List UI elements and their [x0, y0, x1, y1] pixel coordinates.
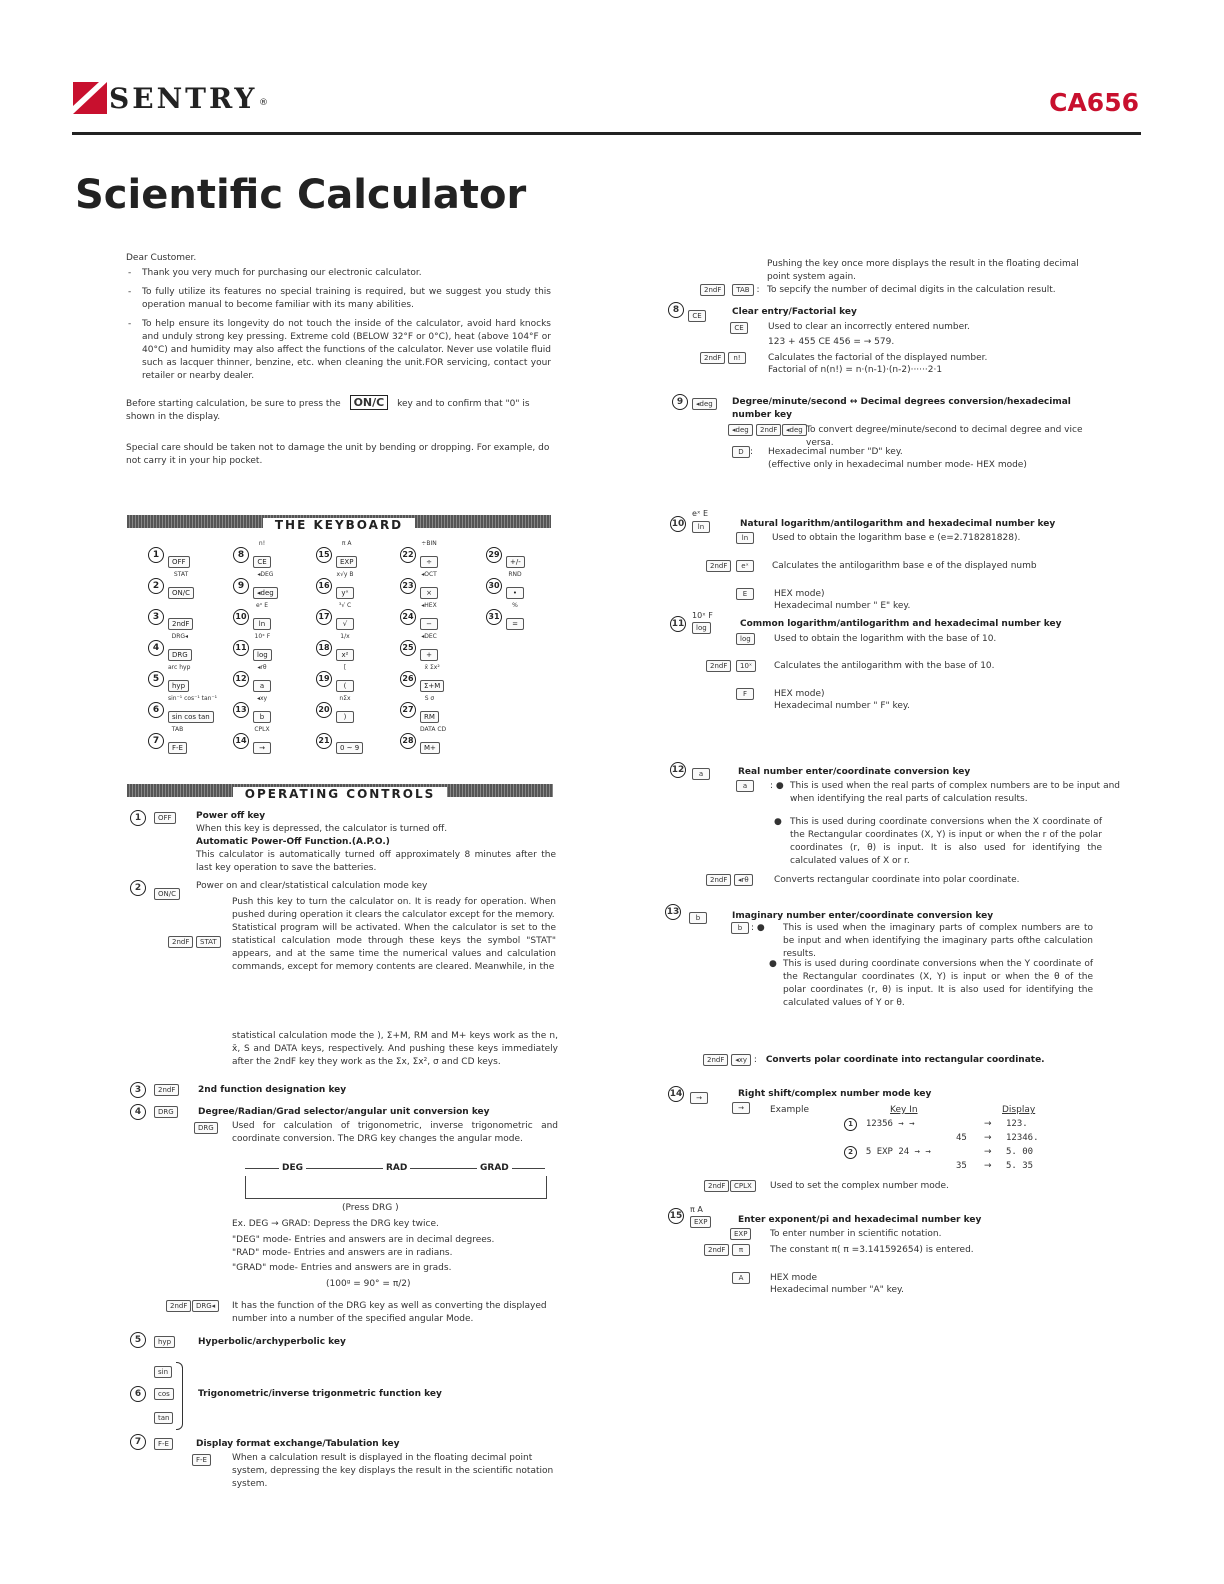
r12-b2: This is used during coordinate conversions when the X coordinate of the Rectangular coordinates (X, Y) is input or when the r of the polar coordinates (r, θ) is input. It is also used for identifying the calculated values of X or r.	[790, 817, 1102, 866]
r14-disp: 5. 35	[1006, 1161, 1034, 1171]
key-cap: M+	[420, 742, 440, 754]
c5-heading: Hyperbolic/archyperbolic key	[198, 1337, 346, 1347]
r14-disp: 5. 00	[1006, 1147, 1034, 1157]
r15-pi: The constant π( π =3.141592654) is entered.	[770, 1245, 974, 1255]
key-shift-label: 1/x	[340, 633, 350, 640]
2ndf-key: 2ndF	[706, 660, 731, 672]
right-shift-key: →	[690, 1092, 708, 1104]
callout-number: 7	[130, 1434, 146, 1450]
callout-number: 13	[665, 904, 681, 920]
c7-text: When a calculation result is displayed in the floating decimal point system, depressing the key displays the result in the scientific notation system.	[232, 1453, 554, 1489]
tab-key: TAB	[732, 284, 753, 296]
callout-number: 31	[486, 609, 502, 625]
bullet: ●	[769, 959, 777, 969]
key-shift-label: arc hyp	[168, 664, 191, 671]
r10-e: HEX mode)	[774, 589, 825, 599]
r10-ln: Used to obtain the logarithm base e (e=2.718281828).	[772, 533, 1021, 543]
c4-press: (Press DRG )	[342, 1203, 399, 1213]
r13-b2: This is used during coordinate conversions when the Y coordinate of the Rectangular coordinates (X, Y) is input or when the θ of the polar coordinates (r, θ) is input. It is also used for identifying the calculated values of Y or θ.	[783, 959, 1093, 1008]
r12-b1: This is used when the real parts of complex numbers are to be input and when identifying the real parts of calculation results.	[790, 781, 1120, 804]
intro-bullet: - Thank you very much for purchasing our electronic calculator.	[126, 267, 551, 280]
r7-cont: Pushing the key once more displays the result in the floating decimal point system again.	[767, 259, 1079, 282]
mode-deg: DEG	[279, 1162, 306, 1175]
deg-key: ◂deg	[728, 424, 753, 436]
2ndf-key: 2ndF	[700, 284, 725, 296]
callout-number: 14	[668, 1086, 684, 1102]
r9-text: To convert degree/minute/second to decimal degree and vice versa.	[806, 425, 1083, 448]
right-shift-key: →	[732, 1102, 750, 1114]
r14-keys: 12356 → →	[865, 1119, 915, 1129]
r14-row	[844, 1118, 1074, 1131]
key-cap: x²	[336, 649, 354, 661]
f-e-key: F-E	[154, 1438, 173, 1450]
c4-mode-rad: "RAD" mode- Entries and answers are in radians.	[232, 1248, 453, 1258]
greeting: Dear Customer.	[126, 253, 197, 263]
key-cap: ln	[253, 618, 271, 630]
callout-number: 15	[668, 1208, 684, 1224]
angle-mode-cycle	[245, 1162, 547, 1200]
r13-b1: This is used when the imaginary parts of complex numbers are to be input and when identifying the imaginary parts ofthe calculation results.	[783, 923, 1093, 959]
r11-f: HEX mode)	[774, 689, 825, 699]
pi-key: π	[732, 1244, 750, 1256]
drg-shift-key: DRG◂	[192, 1300, 219, 1312]
model-number: CA656	[1049, 88, 1139, 117]
key-shift-label: π A	[341, 540, 352, 547]
b-key: b	[731, 922, 749, 934]
key-shift-label	[168, 540, 190, 549]
callout-number: 12	[670, 762, 686, 778]
keyboard-banner	[127, 514, 551, 533]
callout-number: 6	[148, 702, 164, 718]
r15-a2: Hexadecimal number "A" key.	[770, 1285, 904, 1295]
cplx-key: CPLX	[730, 1180, 756, 1192]
callout-number: 13	[233, 702, 249, 718]
r14-keys: 5 EXP 24 → →	[865, 1147, 931, 1157]
callout-number: 10	[670, 516, 686, 532]
key-shift-label: ◂xy	[256, 695, 268, 702]
e-key: E	[736, 588, 754, 600]
drg-key: DRG	[154, 1106, 178, 1118]
key-shift-label	[336, 726, 363, 735]
callout-number: 15	[316, 547, 332, 563]
callout-number: 4	[148, 640, 164, 656]
ex-key: eˣ	[736, 560, 754, 572]
key-shift-label: ◂DEG	[257, 571, 274, 578]
callout-number: 28	[400, 733, 416, 749]
key-shift-label: S σ	[424, 695, 435, 702]
r13-heading: Imaginary number enter/coordinate conversion key	[732, 911, 994, 921]
callout-number: 1	[844, 1118, 857, 1131]
control-3	[130, 1082, 555, 1098]
colon: :	[750, 447, 754, 457]
key-shift-label: [	[343, 664, 347, 671]
r14-cplx: Used to set the complex number mode.	[770, 1181, 949, 1191]
xy-key: ◂xy	[731, 1054, 751, 1066]
key-cap: b	[253, 711, 271, 723]
r14-heading: Right shift/complex number mode key	[738, 1089, 932, 1099]
arrow: →	[984, 1133, 992, 1143]
callout-number: 8	[233, 547, 249, 563]
factorial-key: n!	[728, 352, 746, 364]
c4-mode-deg: "DEG" mode- Entries and answers are in decimal degrees.	[232, 1235, 495, 1245]
c3-heading: 2nd function designation key	[198, 1085, 347, 1095]
key-cap: ÷	[420, 556, 438, 568]
key-shift-label	[168, 602, 193, 611]
callout-number: 5	[148, 671, 164, 687]
key-cap: hyp	[168, 680, 189, 692]
r11-log: Used to obtain the logarithm with the base of 10.	[774, 634, 997, 644]
callout-number: 1	[130, 810, 146, 826]
exp-key: EXP	[690, 1216, 711, 1228]
r13-2ndf: 2ndF ◂xy : Converts polar coordinate into rectangular coordinate.	[703, 1054, 1123, 1067]
callout-number: 11	[670, 616, 686, 632]
r10-e2: Hexadecimal number " E" key.	[774, 601, 911, 611]
d-key: D	[732, 446, 750, 458]
key-cap: −	[420, 618, 438, 630]
bullet: ●	[774, 817, 782, 827]
2ndf-key: 2ndF	[703, 1054, 728, 1066]
f-e-key: F-E	[192, 1454, 211, 1466]
callout-number: 9	[233, 578, 249, 594]
tan-key: tan	[154, 1412, 173, 1424]
c4-mode-grad: "GRAD" mode- Entries and answers are in grads.	[232, 1263, 452, 1273]
control-2-cont: statistical calculation mode the ), Σ+M, RM and M+ keys work as the n, x̄, S and DATA keys, respectively. And pushing these keys immediately after the 2ndF key they work as the Σx, Σx², σ and CD keys.	[232, 1031, 558, 1067]
key-cap: CE	[253, 556, 271, 568]
r8-fact2: Factorial of n(n!) = n·(n-1)·(n-2)······2·1	[768, 365, 943, 375]
key-shift-label: STAT	[173, 571, 189, 578]
r15-heading: Enter exponent/pi and hexadecimal number key	[738, 1215, 982, 1225]
callout-number: 26	[400, 671, 416, 687]
callout-number: 6	[130, 1386, 146, 1402]
key-shift-label: x̄ Σx²	[424, 664, 440, 671]
stat-key: STAT	[196, 936, 221, 948]
key-shift-label: RND	[508, 571, 522, 578]
callout-number: 11	[233, 640, 249, 656]
callout-number: 2	[130, 880, 146, 896]
key-shift-label: ÷BIN	[421, 540, 437, 547]
key-shift-label	[506, 540, 525, 549]
key-cap: )	[336, 711, 354, 723]
callout-number: 23	[400, 578, 416, 594]
2ndf-key: 2ndF	[168, 936, 193, 948]
key-shift-label: %	[512, 602, 518, 609]
page-title: Scientific Calculator	[75, 172, 527, 218]
callout-number: 20	[316, 702, 332, 718]
callout-number: 2	[844, 1146, 857, 1159]
key-cap: DRG	[168, 649, 192, 661]
key-cap: √	[336, 618, 354, 630]
key-shift-label: x√y B	[336, 571, 354, 578]
key-shift-label: DRG◂	[171, 633, 189, 640]
key-cap: •	[506, 587, 524, 599]
c6-heading: Trigonometric/inverse trigonmetric function key	[198, 1389, 442, 1399]
bullet: : ●	[770, 781, 784, 791]
r8-ce-text: Used to clear an incorrectly entered number.	[768, 322, 970, 332]
deg-key: ◂deg	[692, 398, 717, 410]
key-cap: yˣ	[336, 587, 354, 599]
deg-key: ◂deg	[782, 424, 807, 436]
brand-registered-mark: ®	[259, 98, 268, 108]
a-key: a	[692, 768, 710, 780]
r14-disp: 12346.	[1006, 1133, 1039, 1143]
r10-heading: Natural logarithm/antilogarithm and hexadecimal number key	[740, 519, 1056, 529]
2ndf-key: 2ndF	[756, 424, 781, 436]
intro-section	[126, 252, 551, 468]
r11-10x: Calculates the antilogarithm with the base of 10.	[774, 661, 995, 671]
controls-banner	[127, 783, 553, 802]
r14-keys: 35	[956, 1161, 967, 1171]
callout-number: 10	[233, 609, 249, 625]
key-cap: Σ+M	[420, 680, 444, 692]
intro-bullet: - To fully utilize its features no special training is required, but we suggest you study this operation manual to become familiar with its many abilities.	[126, 286, 551, 312]
r15-a: HEX mode	[770, 1273, 818, 1283]
key-shift-label: DATA CD	[420, 726, 447, 733]
control-4	[130, 1104, 560, 1324]
c2-stat: Statistical program will be activated. When the calculator is set to the statistical calculation mode through these keys the symbol "STAT" appears, and at the same time the numerical values and calculation commands, except for memory contents are cleared. Meanwhile, in the	[232, 923, 556, 972]
callout-number: 1	[148, 547, 164, 563]
callout-number: 9	[672, 394, 688, 410]
arrow: →	[984, 1161, 992, 1171]
2ndf-key: 2ndF	[706, 874, 731, 886]
key-shift-label: TAB	[171, 726, 184, 733]
key-cap: =	[506, 618, 524, 630]
r14-row	[844, 1146, 1074, 1159]
r9-heading: Degree/minute/second ↔ Decimal degrees conversion/hexadecimal number key	[732, 397, 1071, 420]
c1-text: When this key is depressed, the calculator is turned off.	[196, 824, 448, 834]
10x-key: 10ˣ	[736, 660, 756, 672]
ce-key: CE	[688, 310, 706, 322]
ln-key: ln	[736, 532, 754, 544]
c4-2ndf-text: It has the function of the DRG key as well as converting the displayed number into a number of the specified angular Mode.	[232, 1301, 547, 1324]
2ndf-key: 2ndF	[166, 1300, 191, 1312]
c4-equation: (100ᵍ = 90° = π/2)	[326, 1279, 411, 1289]
2ndf-key: 2ndF	[154, 1084, 179, 1096]
brand-name: SENTRY	[109, 82, 258, 115]
ex-e-label: eˣ E	[692, 509, 709, 518]
c1-apo-text: This calculator is automatically turned off approximately 8 minutes after the last key operation to save the batteries.	[196, 850, 556, 873]
callout-number: 2	[148, 578, 164, 594]
r12-2ndf: Converts rectangular coordinate into polar coordinate.	[774, 875, 1020, 885]
callout-number: 5	[130, 1332, 146, 1348]
key-cap: ON/C	[168, 587, 194, 599]
c2-text: Push this key to turn the calculator on. It is ready for operation. When pushed during operation it clears the calculator except for the memory.	[232, 897, 556, 920]
key-shift-label: ◂DEC	[421, 633, 437, 640]
2ndf-key: 2ndF	[706, 560, 731, 572]
control-2	[130, 880, 556, 972]
r14-keys: 45	[956, 1133, 967, 1143]
r15-exp: To enter number in scientific notation.	[770, 1229, 942, 1239]
intro-bullet: - To help ensure its longevity do not touch the inside of the calculator, avoid hard knocks and unduly strong key pressing. Extreme cold (BELOW 32°F or 0°C), heat (above 104°F or 40°C) and humidity may also affect the functions of the calculator. Never use volatile fluid such as lacquer thinner, benzine, etc. when cleaning the unit.FOR servicing, contact your retailer or nearby dealer.	[126, 318, 551, 383]
keyboard-grid	[148, 540, 548, 760]
c4-heading: Degree/Radian/Grad selector/angular unit conversion key	[198, 1107, 490, 1117]
key-shift-label: eˣ E	[255, 602, 269, 609]
key-cap: (	[336, 680, 354, 692]
drg-key: DRG	[194, 1122, 218, 1134]
brand-logo	[73, 80, 273, 116]
log-key: log	[736, 633, 755, 645]
2ndf-key: 2ndF	[700, 352, 725, 364]
hyp-key: hyp	[154, 1336, 175, 1348]
r7-tab-text: To sepcify the number of decimal digits in the calculation result.	[767, 285, 1056, 295]
key-shift-label: CPLX	[254, 726, 270, 733]
r11-heading: Common logarithm/antilogarithm and hexadecimal number key	[740, 619, 1062, 629]
controls-title: OPERATING CONTROLS	[233, 787, 447, 801]
callout-number: 27	[400, 702, 416, 718]
r8-example: 123 + 455 CE 456 = → 579.	[768, 337, 895, 347]
r9-d: Hexadecimal number "D" key.	[768, 447, 903, 457]
control-5	[130, 1332, 346, 1348]
callout-number: 14	[233, 733, 249, 749]
r14-disp: 123.	[1006, 1119, 1028, 1129]
on-c-key: ON/C	[154, 888, 180, 900]
cos-key: cos	[154, 1388, 174, 1400]
callout-number: 3	[148, 609, 164, 625]
key-cap: sin cos tan	[168, 711, 214, 723]
r8-fact: Calculates the factorial of the displayed number.	[768, 353, 988, 363]
arrow: →	[984, 1119, 992, 1129]
keyboard-title: THE KEYBOARD	[263, 518, 415, 532]
header-rule	[72, 132, 1141, 135]
2ndf-key: 2ndF	[704, 1244, 729, 1256]
mode-rad: RAD	[383, 1162, 410, 1175]
callout-number: 22	[400, 547, 416, 563]
key-cap: OFF	[168, 556, 190, 568]
ln-key: ln	[692, 521, 710, 533]
f-key: F	[736, 688, 754, 700]
callout-number: 21	[316, 733, 332, 749]
key-shift-label: 10ˣ F	[254, 633, 271, 640]
off-key: OFF	[154, 812, 176, 824]
mode-grad: GRAD	[477, 1162, 512, 1175]
exp-key: EXP	[730, 1228, 751, 1240]
before-text-a: Before starting calculation, be sure to press the	[126, 399, 341, 409]
key-cap: a	[253, 680, 271, 692]
key-cap: F-E	[168, 742, 187, 754]
callout-number: 29	[486, 547, 502, 563]
r14-keyin-header: Key In	[890, 1105, 918, 1115]
key-shift-label: ◂rθ	[257, 664, 267, 671]
key-cap: +/-	[506, 556, 525, 568]
callout-number: 25	[400, 640, 416, 656]
key-shift-label: sin⁻¹ cos⁻¹ tan⁻¹	[168, 695, 218, 702]
key-cap: 2ndF	[168, 618, 193, 630]
callout-number: 4	[130, 1104, 146, 1120]
a-hex-key: A	[732, 1272, 750, 1284]
callout-number: 7	[148, 733, 164, 749]
key-cap: +	[420, 649, 438, 661]
callout-number: 19	[316, 671, 332, 687]
before-text-b: key and to confirm that "0" is shown in the display.	[126, 399, 530, 422]
control-7	[130, 1434, 570, 1489]
before-start-note	[126, 395, 551, 424]
b-key: b	[689, 912, 707, 924]
r14-display-header: Display	[1002, 1105, 1036, 1115]
r14-example: Example	[770, 1105, 810, 1115]
key-shift-label: ³√ C	[338, 602, 352, 609]
a-key: a	[736, 780, 754, 792]
c4-example: Ex. DEG → GRAD: Depress the DRG key twice.	[232, 1219, 439, 1229]
callout-number: 24	[400, 609, 416, 625]
key-cap: EXP	[336, 556, 357, 568]
c1-apo: Automatic Power-Off Function.(A.P.O.)	[196, 837, 390, 847]
10x-f-label: 10ˣ F	[692, 611, 713, 620]
r13-2ndf-text: Converts polar coordinate into rectangular coordinate.	[765, 1055, 1045, 1065]
key-cap: RM	[420, 711, 439, 723]
pi-a-label: π A	[690, 1205, 703, 1214]
brand-flag-icon	[73, 80, 107, 116]
r12-heading: Real number enter/coordinate conversion key	[738, 767, 971, 777]
callout-number: 17	[316, 609, 332, 625]
callout-number: 3	[130, 1082, 146, 1098]
ce-key: CE	[730, 322, 748, 334]
r8-heading: Clear entry/Factorial key	[732, 307, 857, 317]
on-c-key: ON/C	[350, 395, 389, 410]
key-cap: ×	[420, 587, 438, 599]
callout-number: 12	[233, 671, 249, 687]
r7-tab: 2ndF TAB : To sepcify the number of decimal digits in the calculation result.	[700, 284, 1100, 297]
c7-heading: Display format exchange/Tabulation key	[196, 1439, 400, 1449]
callout-number: 30	[486, 578, 502, 594]
c1-heading: Power off key	[196, 811, 266, 821]
callout-number: 18	[316, 640, 332, 656]
brace	[176, 1362, 183, 1430]
key-cap: →	[253, 742, 271, 754]
intro-bullets	[126, 267, 551, 383]
r10-ex: Calculates the antilogarithm base e of the displayed numb	[772, 561, 1037, 571]
key-cap: 0 ~ 9	[336, 742, 363, 754]
arrow: →	[984, 1147, 992, 1157]
c4-text: Used for calculation of trigonometric, inverse trigonometric and coordinate conversion. The DRG key changes the angular mode.	[232, 1121, 558, 1144]
log-key: log	[692, 622, 711, 634]
sin-key: sin	[154, 1366, 172, 1378]
key-cap: log	[253, 649, 272, 661]
r-theta-key: ◂rθ	[734, 874, 753, 886]
key-cap: ◂deg	[253, 587, 278, 599]
key-shift-label: ◂HEX	[421, 602, 437, 609]
callout-number: 16	[316, 578, 332, 594]
bullet: : ●	[751, 923, 765, 933]
2ndf-key: 2ndF	[704, 1180, 729, 1192]
key-shift-label: ◂OCT	[421, 571, 437, 578]
r11-f2: Hexadecimal number " F" key.	[774, 701, 910, 711]
key-shift-label: nΣx	[339, 695, 351, 702]
callout-number: 8	[668, 302, 684, 318]
key-shift-label: n!	[258, 540, 266, 547]
r9-d2: (effective only in hexadecimal number mode- HEX mode)	[768, 460, 1027, 470]
c2-heading: Power on and clear/statistical calculation mode key	[196, 881, 428, 891]
care-note: Special care should be taken not to damage the unit by bending or dropping. For example, do not carry it in your hip pocket.	[126, 443, 550, 466]
control-1	[130, 810, 556, 873]
